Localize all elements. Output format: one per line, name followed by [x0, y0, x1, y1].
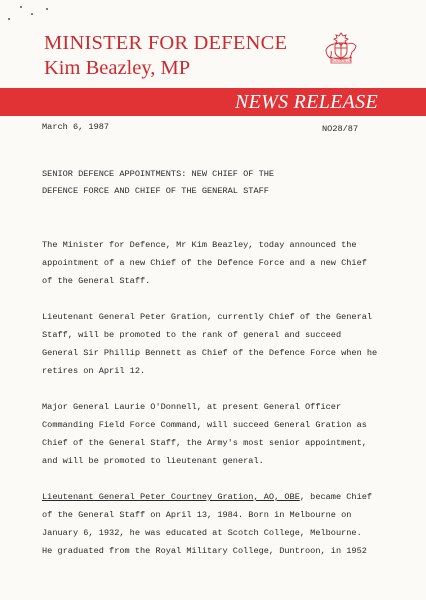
release-date: March 6, 1987 — [42, 122, 110, 132]
paragraph-1-line-1: The Minister for Defence, Mr Kim Beazley, today announced the — [42, 240, 357, 250]
paragraph-3-line-4: and will be promoted to lieutenant general. — [42, 456, 264, 466]
paragraph-3-line-1: Major General Laurie O'Donnell, at present General Officer — [42, 402, 342, 412]
paragraph-4-line-2: of the General Staff on April 13, 1984. Born in Melbourne on — [42, 510, 352, 520]
paragraph-4-line-3: January 6, 1932, he was educated at Scotch College, Melbourne. — [42, 528, 362, 538]
paragraph-4-line-4: He graduated from the Royal Military College, Duntroon, in 1952 — [42, 546, 367, 556]
paragraph-1-line-3: of the General Staff. — [42, 276, 151, 286]
paragraph-2-line-4: retires on April 12. — [42, 366, 146, 376]
paragraph-1-line-2: appointment of a new Chief of the Defence Force and a new Chief — [42, 258, 367, 268]
minister-title: MINISTER FOR DEFENCE — [44, 32, 288, 54]
paragraph-2-line-3: General Sir Phillip Bennett as Chief of the Defence Force when he — [42, 348, 378, 358]
release-reference: NO28/87 — [322, 124, 359, 134]
coat-of-arms-icon — [322, 31, 360, 65]
biography-name: Lieutenant General Peter Courtney Gration, AO, OBE — [42, 492, 300, 502]
paragraph-3-line-2: Commanding Field Force Command, will succeed General Gration as — [42, 420, 367, 430]
paragraph-4-line-1 — [42, 492, 372, 502]
heading-line-1: SENIOR DEFENCE APPOINTMENTS: NEW CHIEF OF THE — [42, 169, 275, 179]
paragraph-4-line-1-rest: , became Chief — [299, 492, 373, 502]
crest-scroll-text: AUSTRALIA — [330, 59, 352, 63]
paragraph-2-line-2: Staff, will be promoted to the rank of general and succeed — [42, 330, 342, 340]
news-release-label: NEWS RELEASE — [234, 91, 378, 113]
paragraph-2-line-1: Lieutenant General Peter Gration, currently Chief of the General — [42, 312, 373, 322]
paragraph-3-line-3: Chief of the General Staff, the Army's most senior appointment, — [42, 438, 367, 448]
minister-name: Kim Beazley, MP — [44, 57, 191, 79]
heading-line-2: DEFENCE FORCE AND CHIEF OF THE GENERAL STAFF — [42, 186, 269, 196]
news-release-band — [0, 88, 426, 116]
